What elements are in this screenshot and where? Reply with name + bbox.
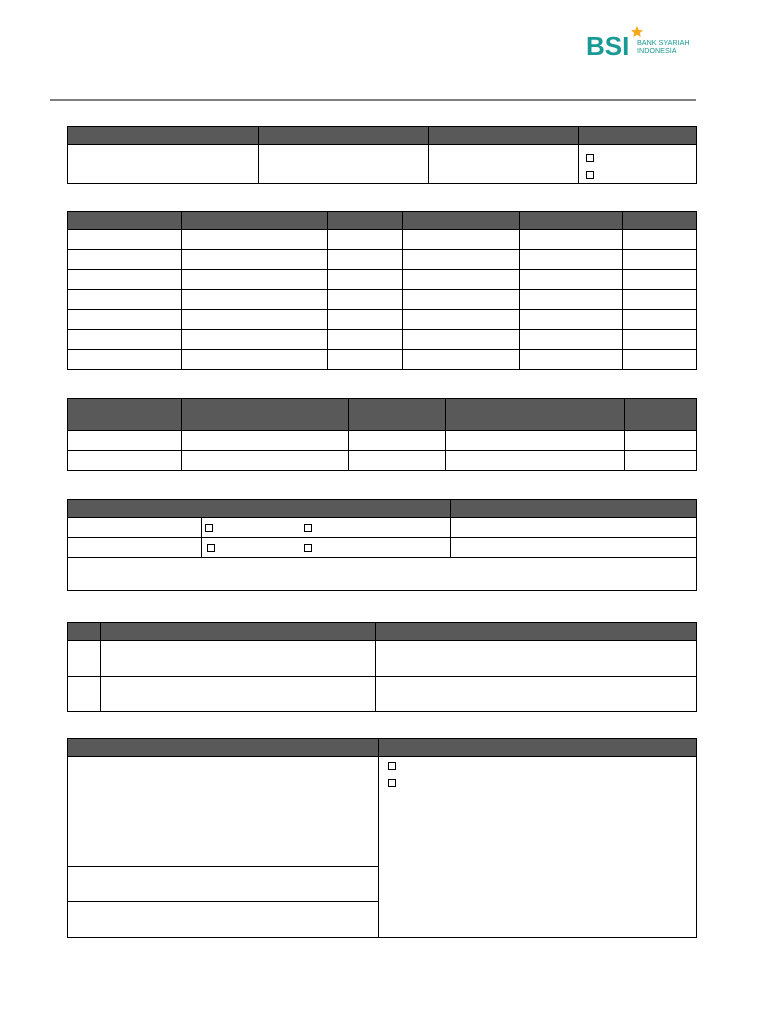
- input-cell[interactable]: [403, 310, 520, 330]
- table-row: [68, 558, 697, 591]
- input-cell[interactable]: [68, 310, 182, 330]
- table-section-4: [67, 499, 697, 591]
- table-header-row: [68, 500, 697, 518]
- number-cell: [68, 677, 101, 712]
- input-cell[interactable]: [520, 230, 623, 250]
- input-cell[interactable]: [68, 350, 182, 370]
- table-section-6: [67, 738, 697, 938]
- input-cell[interactable]: [68, 538, 202, 558]
- header-cell: [625, 399, 697, 431]
- input-cell[interactable]: [623, 330, 697, 350]
- input-cell[interactable]: [625, 451, 697, 471]
- input-cell[interactable]: [349, 431, 446, 451]
- logo-line-bank-syariah: BANK SYARIAH: [637, 38, 690, 47]
- header-rule: [50, 99, 696, 101]
- header-cell: [68, 739, 379, 757]
- header-cell: [68, 500, 451, 518]
- table-header-row: [68, 623, 697, 641]
- bsi-logo-letters: BSI: [586, 31, 630, 60]
- header-cell: [68, 127, 259, 145]
- input-cell[interactable]: [182, 270, 328, 290]
- table-row: [68, 290, 697, 310]
- input-cell[interactable]: [403, 290, 520, 310]
- input-cell[interactable]: [68, 431, 182, 451]
- input-cell[interactable]: [403, 330, 520, 350]
- input-cell[interactable]: [328, 330, 403, 350]
- input-cell[interactable]: [376, 677, 697, 712]
- input-cell[interactable]: [520, 250, 623, 270]
- input-cell[interactable]: [623, 290, 697, 310]
- input-cell[interactable]: [520, 290, 623, 310]
- input-cell[interactable]: [349, 451, 446, 471]
- table-row: [68, 641, 697, 677]
- input-cell[interactable]: [403, 270, 520, 290]
- header-cell: [376, 623, 697, 641]
- table-row: [68, 350, 697, 370]
- table-header-row: [68, 739, 697, 757]
- input-cell[interactable]: [328, 270, 403, 290]
- input-cell[interactable]: [68, 902, 379, 938]
- header-cell: [623, 212, 697, 230]
- bsi-logo: [586, 24, 698, 60]
- input-cell[interactable]: [68, 290, 182, 310]
- table-row: [68, 270, 697, 290]
- header-cell: [68, 623, 101, 641]
- star-icon: [631, 26, 643, 37]
- table-row: [68, 518, 697, 538]
- table-row: [68, 310, 697, 330]
- table-row: [68, 230, 697, 250]
- input-cell[interactable]: [328, 350, 403, 370]
- input-cell[interactable]: [68, 230, 182, 250]
- input-cell[interactable]: [623, 230, 697, 250]
- input-cell[interactable]: [623, 250, 697, 270]
- input-cell[interactable]: [182, 290, 328, 310]
- header-cell: [446, 399, 625, 431]
- input-cell[interactable]: [451, 538, 697, 558]
- input-cell[interactable]: [68, 757, 379, 867]
- input-cell[interactable]: [328, 290, 403, 310]
- input-cell[interactable]: [429, 145, 579, 184]
- input-cell[interactable]: [376, 641, 697, 677]
- header-cell: [520, 212, 623, 230]
- table-row: [68, 538, 697, 558]
- checkbox-cell: [579, 145, 697, 184]
- input-cell[interactable]: [101, 641, 376, 677]
- table-header-row: [68, 212, 697, 230]
- header-cell: [579, 127, 697, 145]
- table-row: [68, 250, 697, 270]
- option-2-checkbox[interactable]: [388, 779, 396, 787]
- table-row: [68, 677, 697, 712]
- input-cell[interactable]: [101, 677, 376, 712]
- header-cell: [403, 212, 520, 230]
- table-row: [68, 145, 697, 184]
- option-1-checkbox[interactable]: [586, 154, 594, 162]
- input-cell[interactable]: [403, 350, 520, 370]
- header-cell: [451, 500, 697, 518]
- input-cell[interactable]: [182, 350, 328, 370]
- logo-line-indonesia: INDONESIA: [637, 46, 677, 55]
- input-cell[interactable]: [68, 867, 379, 902]
- input-cell[interactable]: [625, 431, 697, 451]
- input-cell[interactable]: [68, 518, 202, 538]
- input-cell[interactable]: [446, 431, 625, 451]
- input-cell[interactable]: [520, 350, 623, 370]
- input-cell[interactable]: [328, 310, 403, 330]
- input-cell[interactable]: [68, 451, 182, 471]
- table-row: [68, 431, 697, 451]
- input-cell[interactable]: [68, 330, 182, 350]
- table-header-row: [68, 127, 697, 145]
- input-cell[interactable]: [68, 270, 182, 290]
- header-cell: [328, 212, 403, 230]
- notes-cell[interactable]: [68, 558, 697, 591]
- input-cell[interactable]: [520, 270, 623, 290]
- header-cell: [182, 399, 349, 431]
- input-cell[interactable]: [520, 330, 623, 350]
- option-1-checkbox[interactable]: [388, 762, 396, 770]
- header-cell: [101, 623, 376, 641]
- row1-checkbox-a[interactable]: [205, 524, 213, 532]
- input-cell[interactable]: [68, 145, 259, 184]
- table-section-2: [67, 211, 697, 370]
- table-row: [68, 757, 697, 867]
- table-section-1: [67, 126, 697, 184]
- input-cell[interactable]: [623, 270, 697, 290]
- header-cell: [379, 739, 697, 757]
- header-cell: [182, 212, 328, 230]
- header-cell: [68, 399, 182, 431]
- input-cell[interactable]: [68, 250, 182, 270]
- checkbox-cell: [379, 757, 697, 938]
- input-cell[interactable]: [403, 230, 520, 250]
- header-cell: [68, 212, 182, 230]
- table-row: [68, 330, 697, 350]
- header-cell: [259, 127, 429, 145]
- table-section-3: [67, 398, 697, 471]
- row2-checkbox-a[interactable]: [207, 544, 215, 552]
- input-cell[interactable]: [182, 431, 349, 451]
- number-cell: [68, 641, 101, 677]
- input-cell[interactable]: [446, 451, 625, 471]
- table-section-5: [67, 622, 697, 712]
- input-cell[interactable]: [259, 145, 429, 184]
- table-header-row: [68, 399, 697, 431]
- input-cell[interactable]: [182, 330, 328, 350]
- checkbox-cell: [202, 518, 451, 538]
- checkbox-cell: [202, 538, 451, 558]
- input-cell[interactable]: [403, 250, 520, 270]
- input-cell[interactable]: [328, 230, 403, 250]
- input-cell[interactable]: [182, 250, 328, 270]
- table-row: [68, 451, 697, 471]
- input-cell[interactable]: [520, 310, 623, 330]
- input-cell[interactable]: [623, 310, 697, 330]
- row1-checkbox-b[interactable]: [304, 524, 312, 532]
- input-cell[interactable]: [328, 250, 403, 270]
- option-2-checkbox[interactable]: [586, 171, 594, 179]
- header-cell: [429, 127, 579, 145]
- header-cell: [349, 399, 446, 431]
- input-cell[interactable]: [182, 451, 349, 471]
- input-cell[interactable]: [182, 310, 328, 330]
- input-cell[interactable]: [623, 350, 697, 370]
- row2-checkbox-b[interactable]: [304, 544, 312, 552]
- input-cell[interactable]: [451, 518, 697, 538]
- input-cell[interactable]: [182, 230, 328, 250]
